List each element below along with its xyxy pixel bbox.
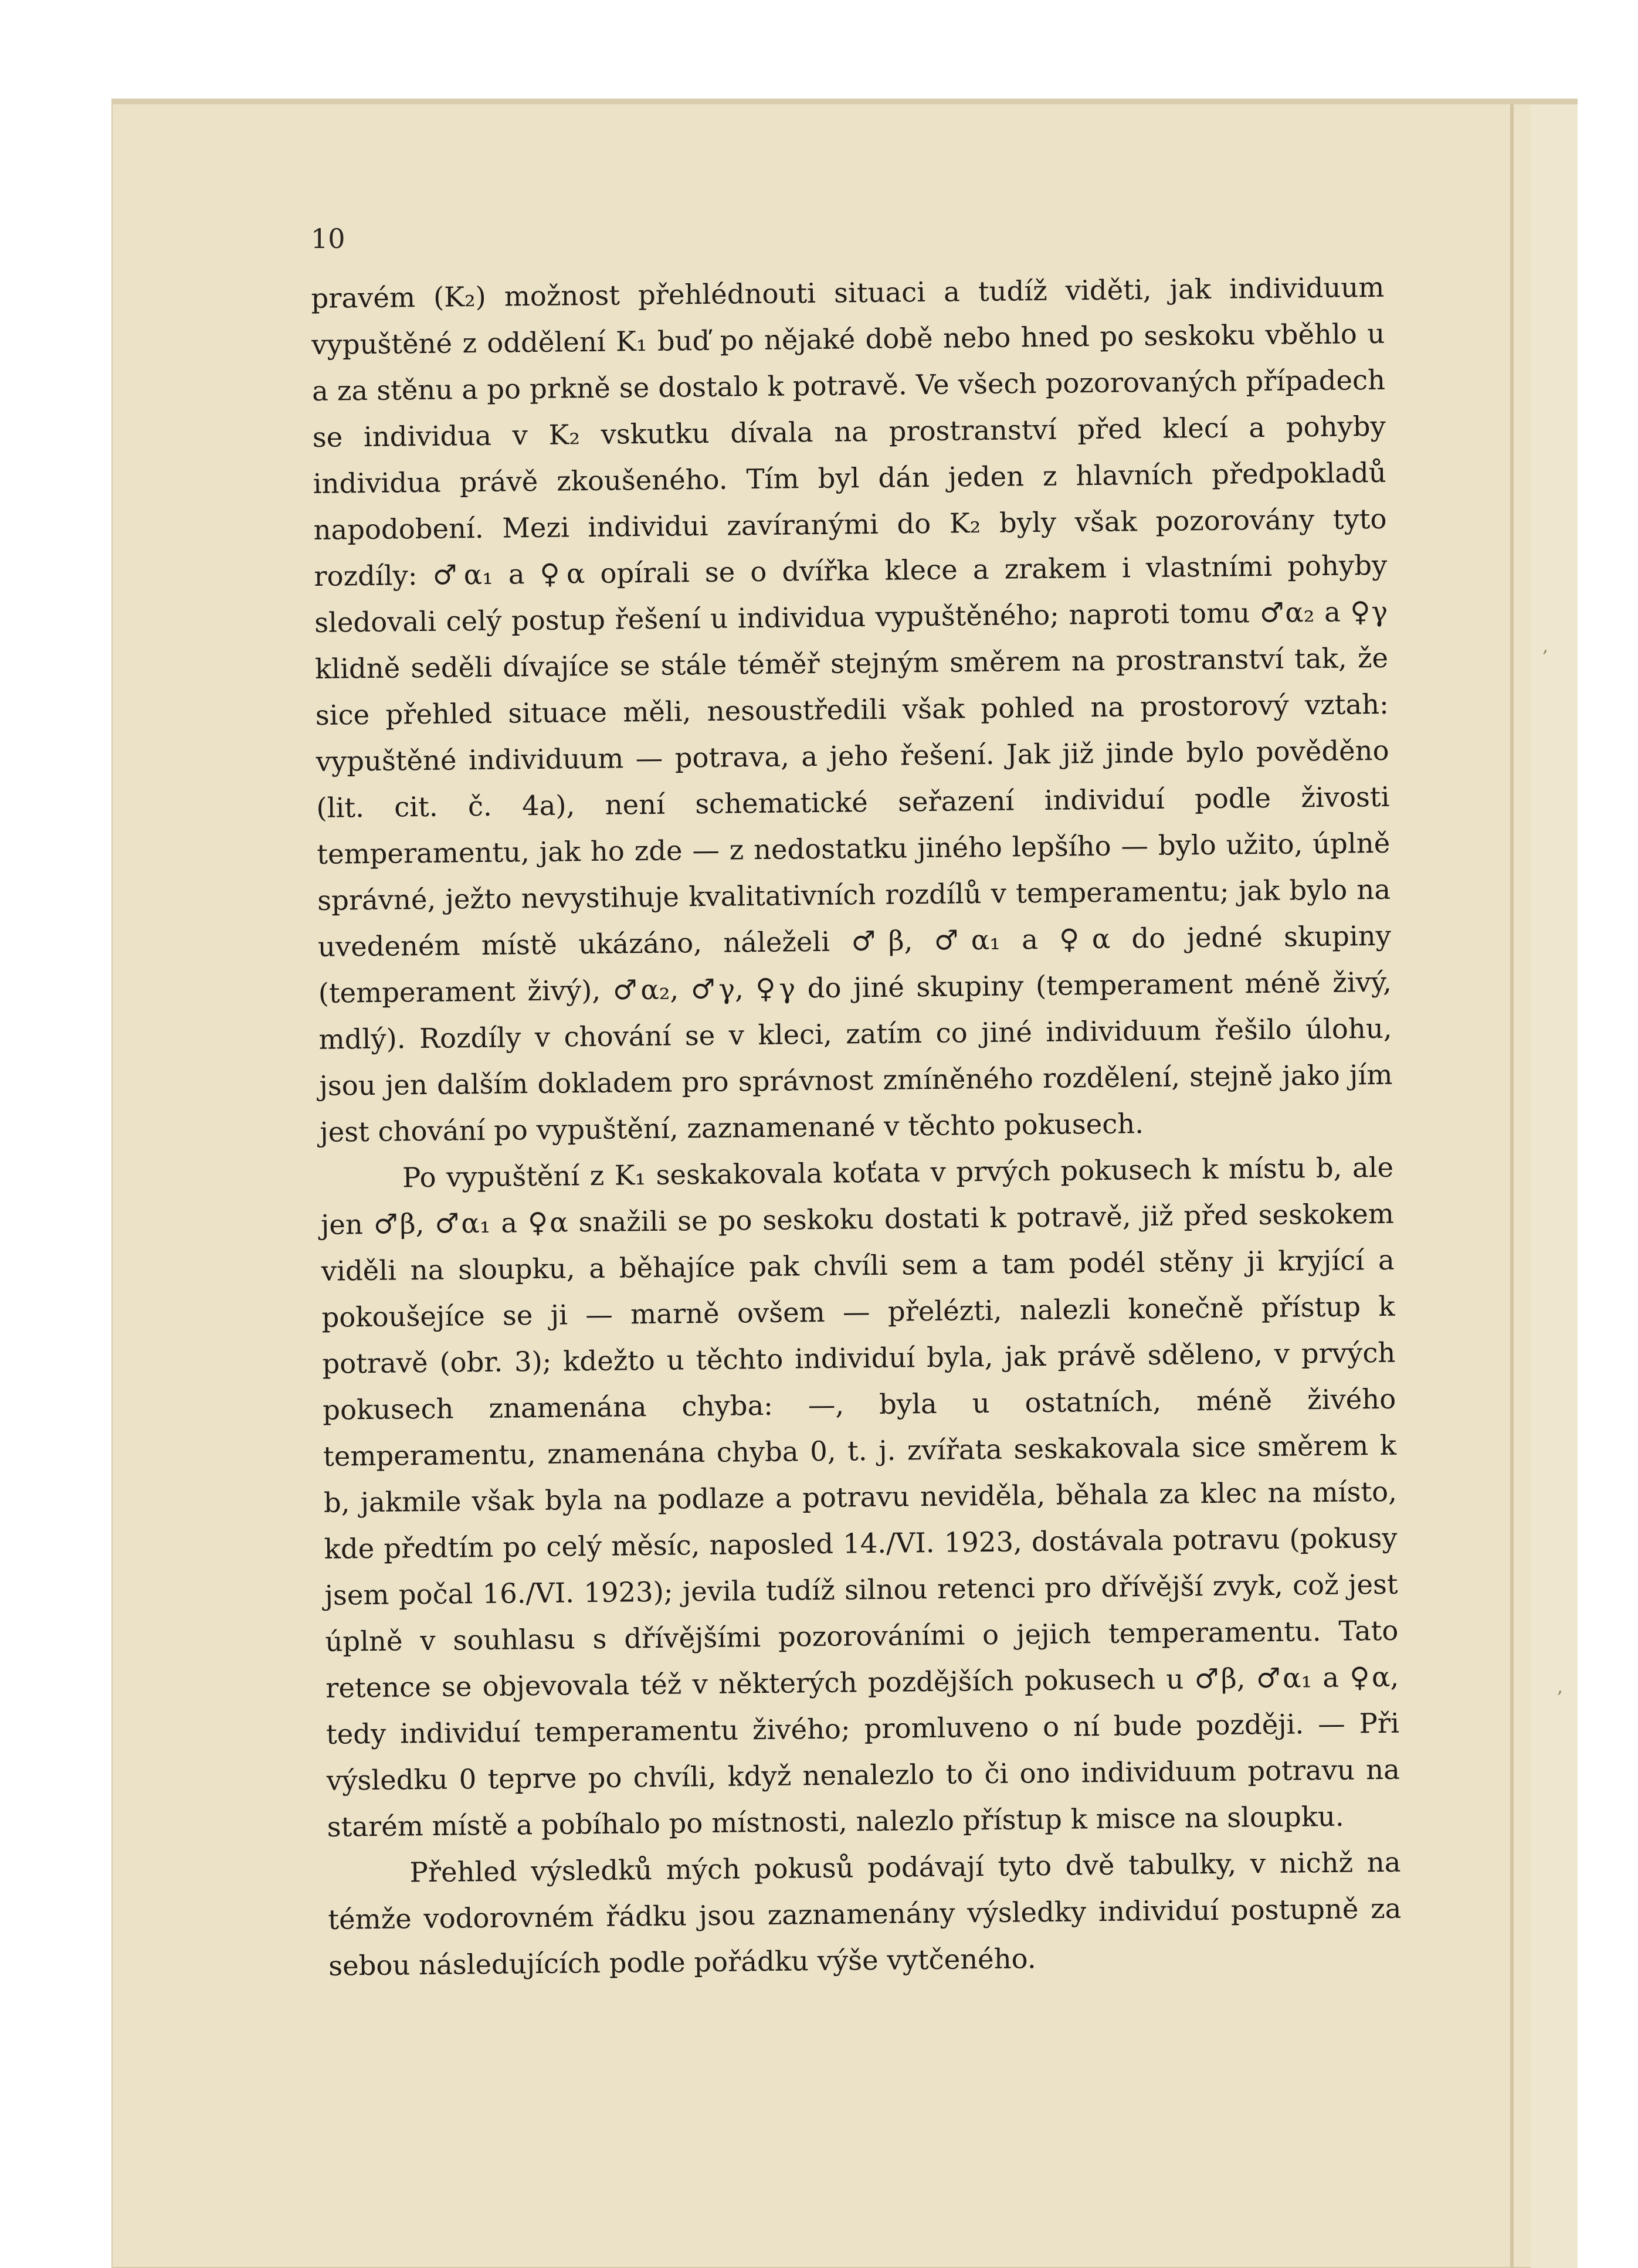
paragraph-3: Přehled výsledků mých pokusů podávají tyto dvě tabulky, v nichž na témže vodorovném řádku jsou zaznamenány výsledky individuí postupně za sebou následujících podle pořádku výše vytčeného. — [328, 1846, 1402, 1982]
facing-page-edge — [1531, 104, 1578, 2268]
body-text — [311, 264, 1402, 1989]
margin-mark-upper: ‚ — [1542, 636, 1548, 657]
margin-mark-lower: ‚ — [1557, 1677, 1563, 1697]
paragraph-1: pravém (K₂) možnost přehlédnouti situaci a tudíž viděti, jak individuum vypuštěné z oddělení K₁ buď po nějaké době nebo hned po seskoku vběhlo u a za stěnu a po prkně se dostalo k potravě. Ve všech pozorovaných případech se individua v K₂ vskutku dívala na prostranství před klecí a pohyby individua právě zkoušeného. Tím byl dán jeden z hlavních předpokladů napodobení. Mezi individui zavíranými do K₂ byly však pozorovány tyto rozdíly: ♂α₁ a ♀α opírali se o dvířka klece a zrakem i vlastními pohyby sledovali celý postup řešení u individua vypuštěného; naproti tomu ♂α₂ a ♀γ klidně seděli dívajíce se stále téměř stejným směrem na prostranství tak, že sice přehled situace měli, nesoustředili však pohled na prostorový vztah: vypuštěné individuum — potrava, a jeho řešení. Jak již jinde bylo pověděno (lit. cit. č. 4a), není schematické seřazení individuí podle živosti temperamentu, jak ho zde — z nedostatku jiného lepšího — bylo užito, úplně správné, ježto nevystihuje kvalitativních rozdílů v temperamentu; jak bylo na uvedeném místě ukázáno, náleželi ♂β, ♂α₁ a ♀α do jedné skupiny (temperament živý), ♂α₂, ♂γ, ♀γ do jiné skupiny (temperament méně živý, mdlý). Rozdíly v chování se v kleci, zatím co jiné individuum řešilo úlohu, jsou jen dalším dokladem pro správnost zmíněného rozdělení, stejně jako jím jest chování po vypuštění, zaznamenané v těchto pokusech. — [311, 271, 1393, 1148]
paragraph-2: Po vypuštění z K₁ seskakovala koťata v prvých pokusech k místu b, ale jen ♂β, ♂α₁ a ♀α snažili se po seskoku dostati k potravě, již před seskokem viděli na sloupku, a běhajíce pak chvíli sem a tam podél stěny ji kryjící a pokoušejíce se ji — marně ovšem — přelézti, nalezli konečně přístup k potravě (obr. 3); kdežto u těchto individuí byla, jak právě sděleno, v prvých pokusech znamenána chyba: —, byla u ostatních, méně živého temperamentu, znamenána chyba 0, t. j. zvířata seskakovala sice směrem k b, jakmile však byla na podlaze a potravu neviděla, běhala za klec na místo, kde předtím po celý měsíc, naposled 14./VI. 1923, dostávala potravu (pokusy jsem počal 16./VI. 1923); jevila tudíž silnou retenci pro dřívější zvyk, což jest úplně v souhlasu s dřívějšími pozorováními o jejich temperamentu. Tato retence se objevovala též v některých pozdějších pokusech u ♂β, ♂α₁ a ♀α, tedy individuí temperamentu živého; promluveno o ní bude později. — Při výsledku 0 teprve po chvíli, když nenalezlo to či ono individuum potravu na starém místě a pobíhalo po místnosti, nalezlo přístup k misce na sloupku. — [320, 1151, 1400, 1843]
page-top-edge — [111, 99, 1578, 104]
book-gutter — [1510, 104, 1514, 2268]
page-number: 10 — [311, 223, 345, 254]
